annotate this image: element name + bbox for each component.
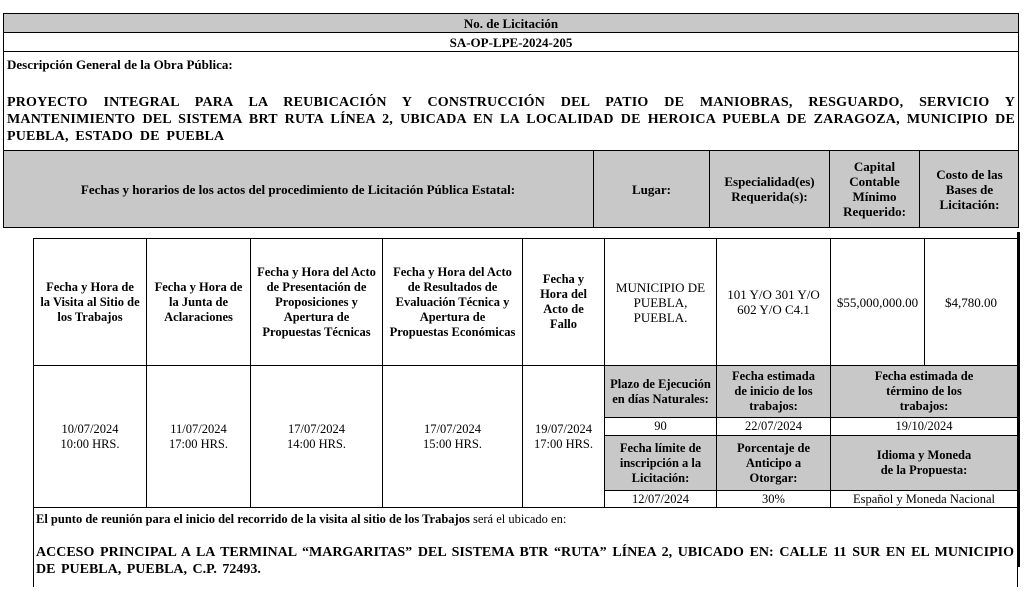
fallo-datetime	[522, 365, 605, 508]
especialidad-value: 101 Y/O 301 Y/O 602 Y/O C4.1	[716, 238, 831, 366]
punto-reunion-block	[33, 507, 1018, 587]
idioma-label: Idioma y Moneda de la Propuesta:	[830, 435, 1018, 491]
junta-time: 17:00 HRS.	[168, 436, 229, 451]
fechas-horarios-label: Fechas y horarios de los actos del procedimiento de Licitación Pública Estatal:	[3, 150, 594, 228]
termino-label: Fecha estimada de término de los trabajos:	[830, 365, 1018, 418]
resultados-date: 17/07/2024	[424, 421, 481, 436]
descripcion-label: Descripción General de la Obra Pública:	[7, 57, 233, 72]
no-licitacion-label: No. de Licitación	[3, 13, 1019, 33]
punto-reunion-suffix: será el ubicado en:	[472, 512, 567, 526]
junta-date: 11/07/2024	[170, 421, 227, 436]
plazo-value: 90	[604, 417, 717, 436]
acceso-text: ACCESO PRINCIPAL A LA TERMINAL “MARGARITAS” DEL SISTEMA BTR “RUTA” LÍNEA 2, UBICADO EN: CALLE 11 SUR EN EL MUNICIPIO DE PUEBLA, PUEBLA, C.P. 72493.	[36, 545, 1014, 577]
presentacion-label: Fecha y Hora del Acto de Presentación de Proposiciones y Apertura de Propuestas Técnicas	[250, 238, 383, 366]
junta-datetime	[146, 365, 251, 508]
punto-reunion-prefix: El punto de reunión para el inicio del recorrido de la visita al sitio de los Trabajos	[36, 512, 470, 526]
plazo-label: Plazo de Ejecución en días Naturales:	[604, 365, 717, 418]
junta-label: Fecha y Hora de la Junta de Aclaraciones	[146, 238, 251, 366]
especialidad-label: Especialidad(es) Requerida(s):	[710, 150, 830, 228]
inicio-label: Fecha estimada de inicio de los trabajos:	[716, 365, 831, 418]
descripcion-block	[3, 51, 1019, 151]
descripcion-text: PROYECTO INTEGRAL PARA LA REUBICACIÓN Y CONSTRUCCIÓN DEL PATIO DE MANIOBRAS, RESGUARDO, SERVICIO Y MANTENIMIENTO DEL SISTEMA BRT RUTA LÍNEA 2, UBICADA EN LA LOCALIDAD DE HEROICA PUEBLA DE ZARAGOZA, MUNICIPIO DE PUEBLA, ESTADO DE PUEBLA	[7, 95, 1015, 144]
resultados-label: Fecha y Hora del Acto de Resultados de Evaluación Técnica y Apertura de Propuestas Económicas	[382, 238, 523, 366]
costo-value: $4,780.00	[924, 238, 1018, 366]
costo-label: Costo de las Bases de Licitación:	[936, 166, 1003, 212]
anticipo-value: 30%	[716, 490, 831, 508]
presentacion-datetime	[250, 365, 383, 508]
visita-label: Fecha y Hora de la Visita al Sitio de los Trabajos	[33, 238, 147, 366]
fallo-time: 17:00 HRS.	[533, 436, 594, 451]
lugar-value: MUNICIPIO DE PUEBLA, PUEBLA.	[604, 238, 717, 366]
lugar-label: Lugar:	[594, 150, 710, 228]
capital-label: Capital Contable Mínimo Requerido:	[830, 150, 920, 228]
visita-datetime	[33, 365, 147, 508]
inicio-value: 22/07/2024	[716, 417, 831, 436]
anticipo-label: Porcentaje de Anticipo a Otorgar:	[716, 435, 831, 491]
limite-label: Fecha límite de inscripción a la Licitación:	[604, 435, 717, 491]
no-licitacion-value: SA-OP-LPE-2024-205	[3, 32, 1019, 52]
resultados-time: 15:00 HRS.	[422, 436, 483, 451]
capital-value: $55,000,000.00	[830, 238, 925, 366]
visita-date: 10/07/2024	[61, 421, 119, 436]
presentacion-time: 14:00 HRS.	[286, 436, 347, 451]
presentacion-date: 17/07/2024	[288, 421, 345, 436]
fallo-label: Fecha y Hora del Acto de Fallo	[522, 238, 605, 366]
visita-time: 10:00 HRS.	[60, 436, 120, 451]
fallo-date: 19/07/2024	[535, 421, 592, 436]
idioma-value: Español y Moneda Nacional	[830, 490, 1018, 508]
termino-value: 19/10/2024	[830, 417, 1018, 436]
resultados-datetime	[382, 365, 523, 508]
limite-value: 12/07/2024	[604, 490, 717, 508]
